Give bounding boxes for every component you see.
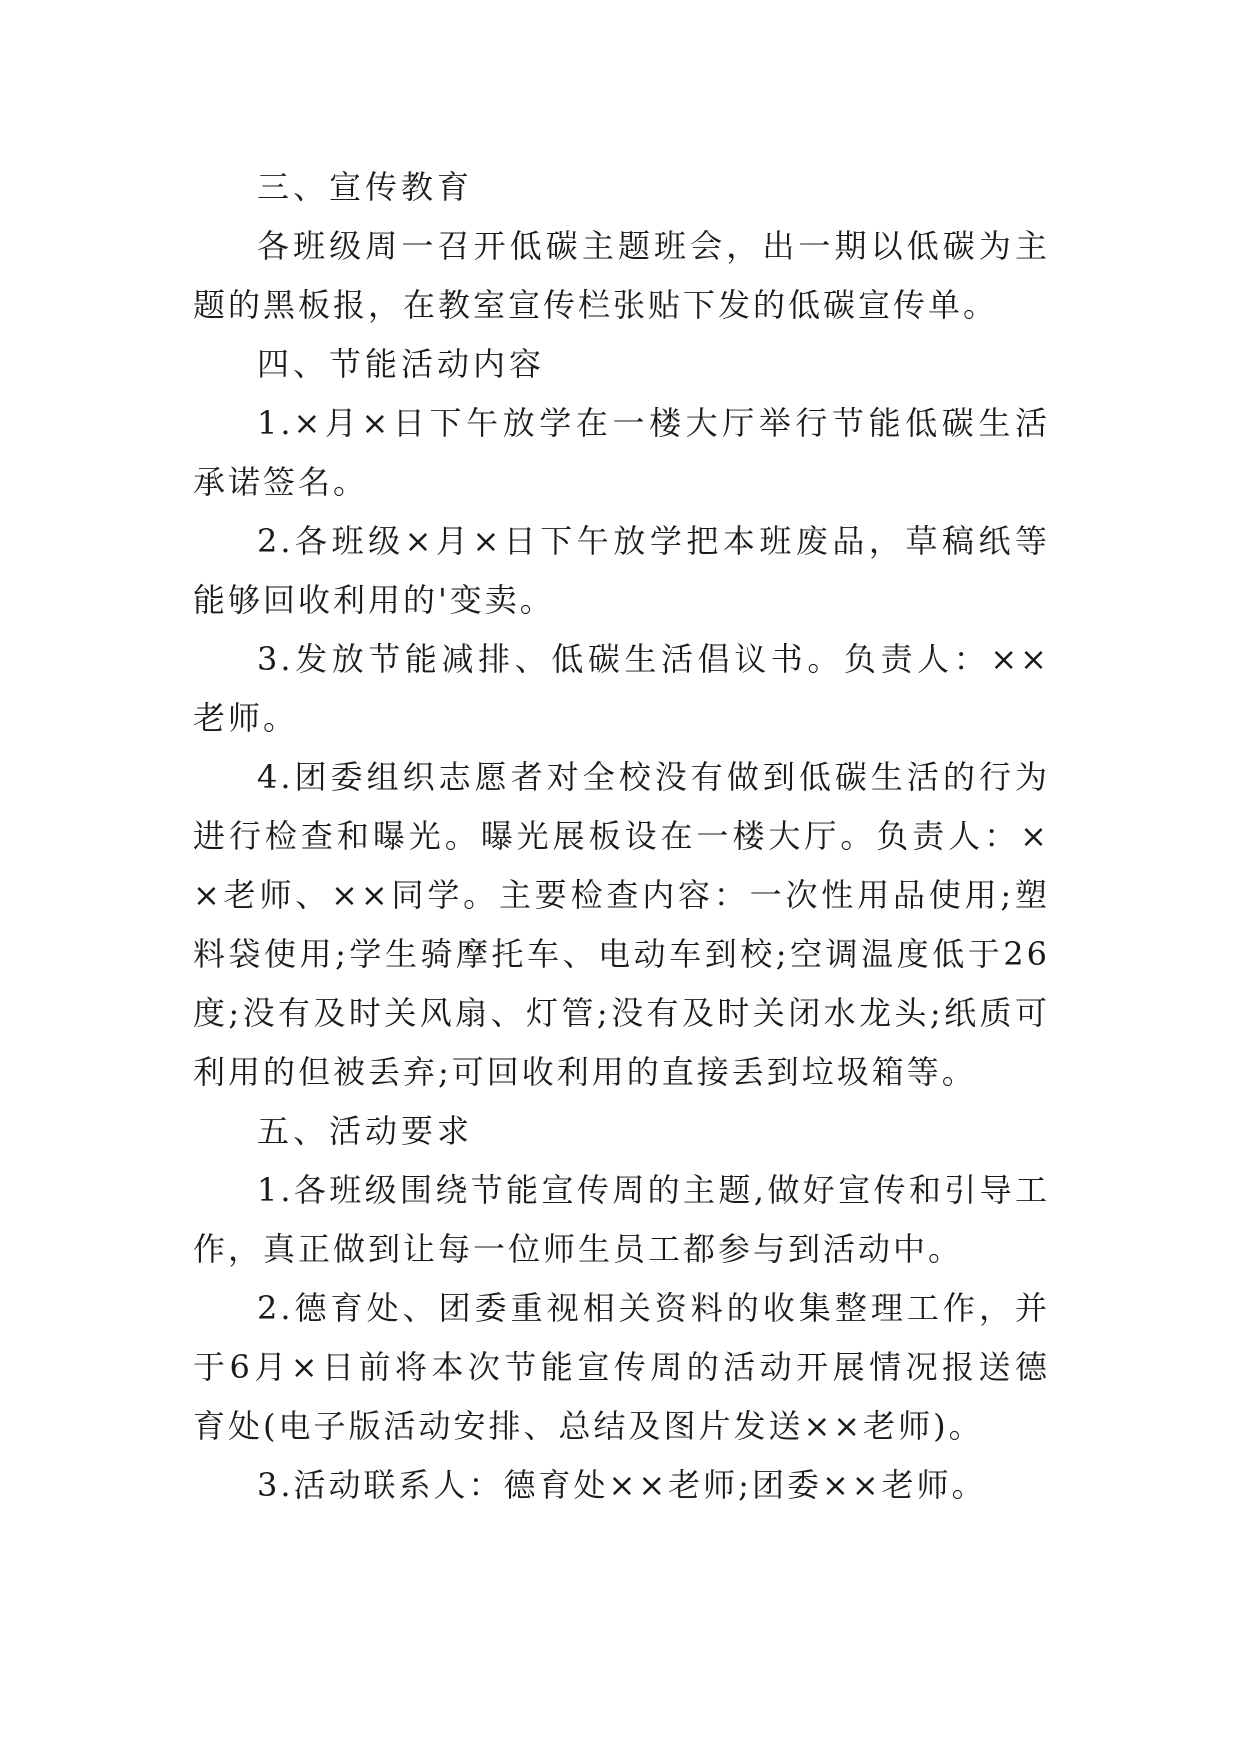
section-heading-requirements: 五、活动要求 <box>257 1112 474 1150</box>
paragraph-requirement-3: 3.活动联系人：德育处××老师;团委××老师。 <box>257 1466 987 1504</box>
paragraph-activity-1: 1.×月×日下午放学在一楼大厅举行节能低碳生活承诺签名。 <box>193 404 1050 501</box>
paragraph-publicity: 各班级周一召开低碳主题班会，出一期以低碳为主题的黑板报，在教室宣传栏张贴下发的低碳宣传单。 <box>193 227 1050 324</box>
section-heading-publicity: 三、宣传教育 <box>257 168 474 206</box>
paragraph-activity-3: 3.发放节能减排、低碳生活倡议书。负责人：××老师。 <box>193 640 1050 737</box>
document-body <box>193 158 1050 1515</box>
paragraph-requirement-2: 2.德育处、团委重视相关资料的收集整理工作，并于6月×日前将本次节能宣传周的活动开展情况报送德育处(电子版活动安排、总结及图片发送××老师)。 <box>193 1289 1050 1445</box>
paragraph-requirement-1: 1.各班级围绕节能宣传周的主题,做好宣传和引导工作，真正做到让每一位师生员工都参与到活动中。 <box>193 1171 1050 1268</box>
section-heading-activities: 四、节能活动内容 <box>257 345 546 383</box>
paragraph-activity-2: 2.各班级×月×日下午放学把本班废品，草稿纸等能够回收利用的'变卖。 <box>193 522 1050 619</box>
paragraph-activity-4: 4.团委组织志愿者对全校没有做到低碳生活的行为进行检查和曝光。曝光展板设在一楼大厅。负责人：××老师、××同学。主要检查内容：一次性用品使用;塑料袋使用;学生骑摩托车、电动车到校;空调温度低于26度;没有及时关风扇、灯管;没有及时关闭水龙头;纸质可利用的但被丢弃;可回收利用的直接丢到垃圾箱等。 <box>193 758 1050 1091</box>
